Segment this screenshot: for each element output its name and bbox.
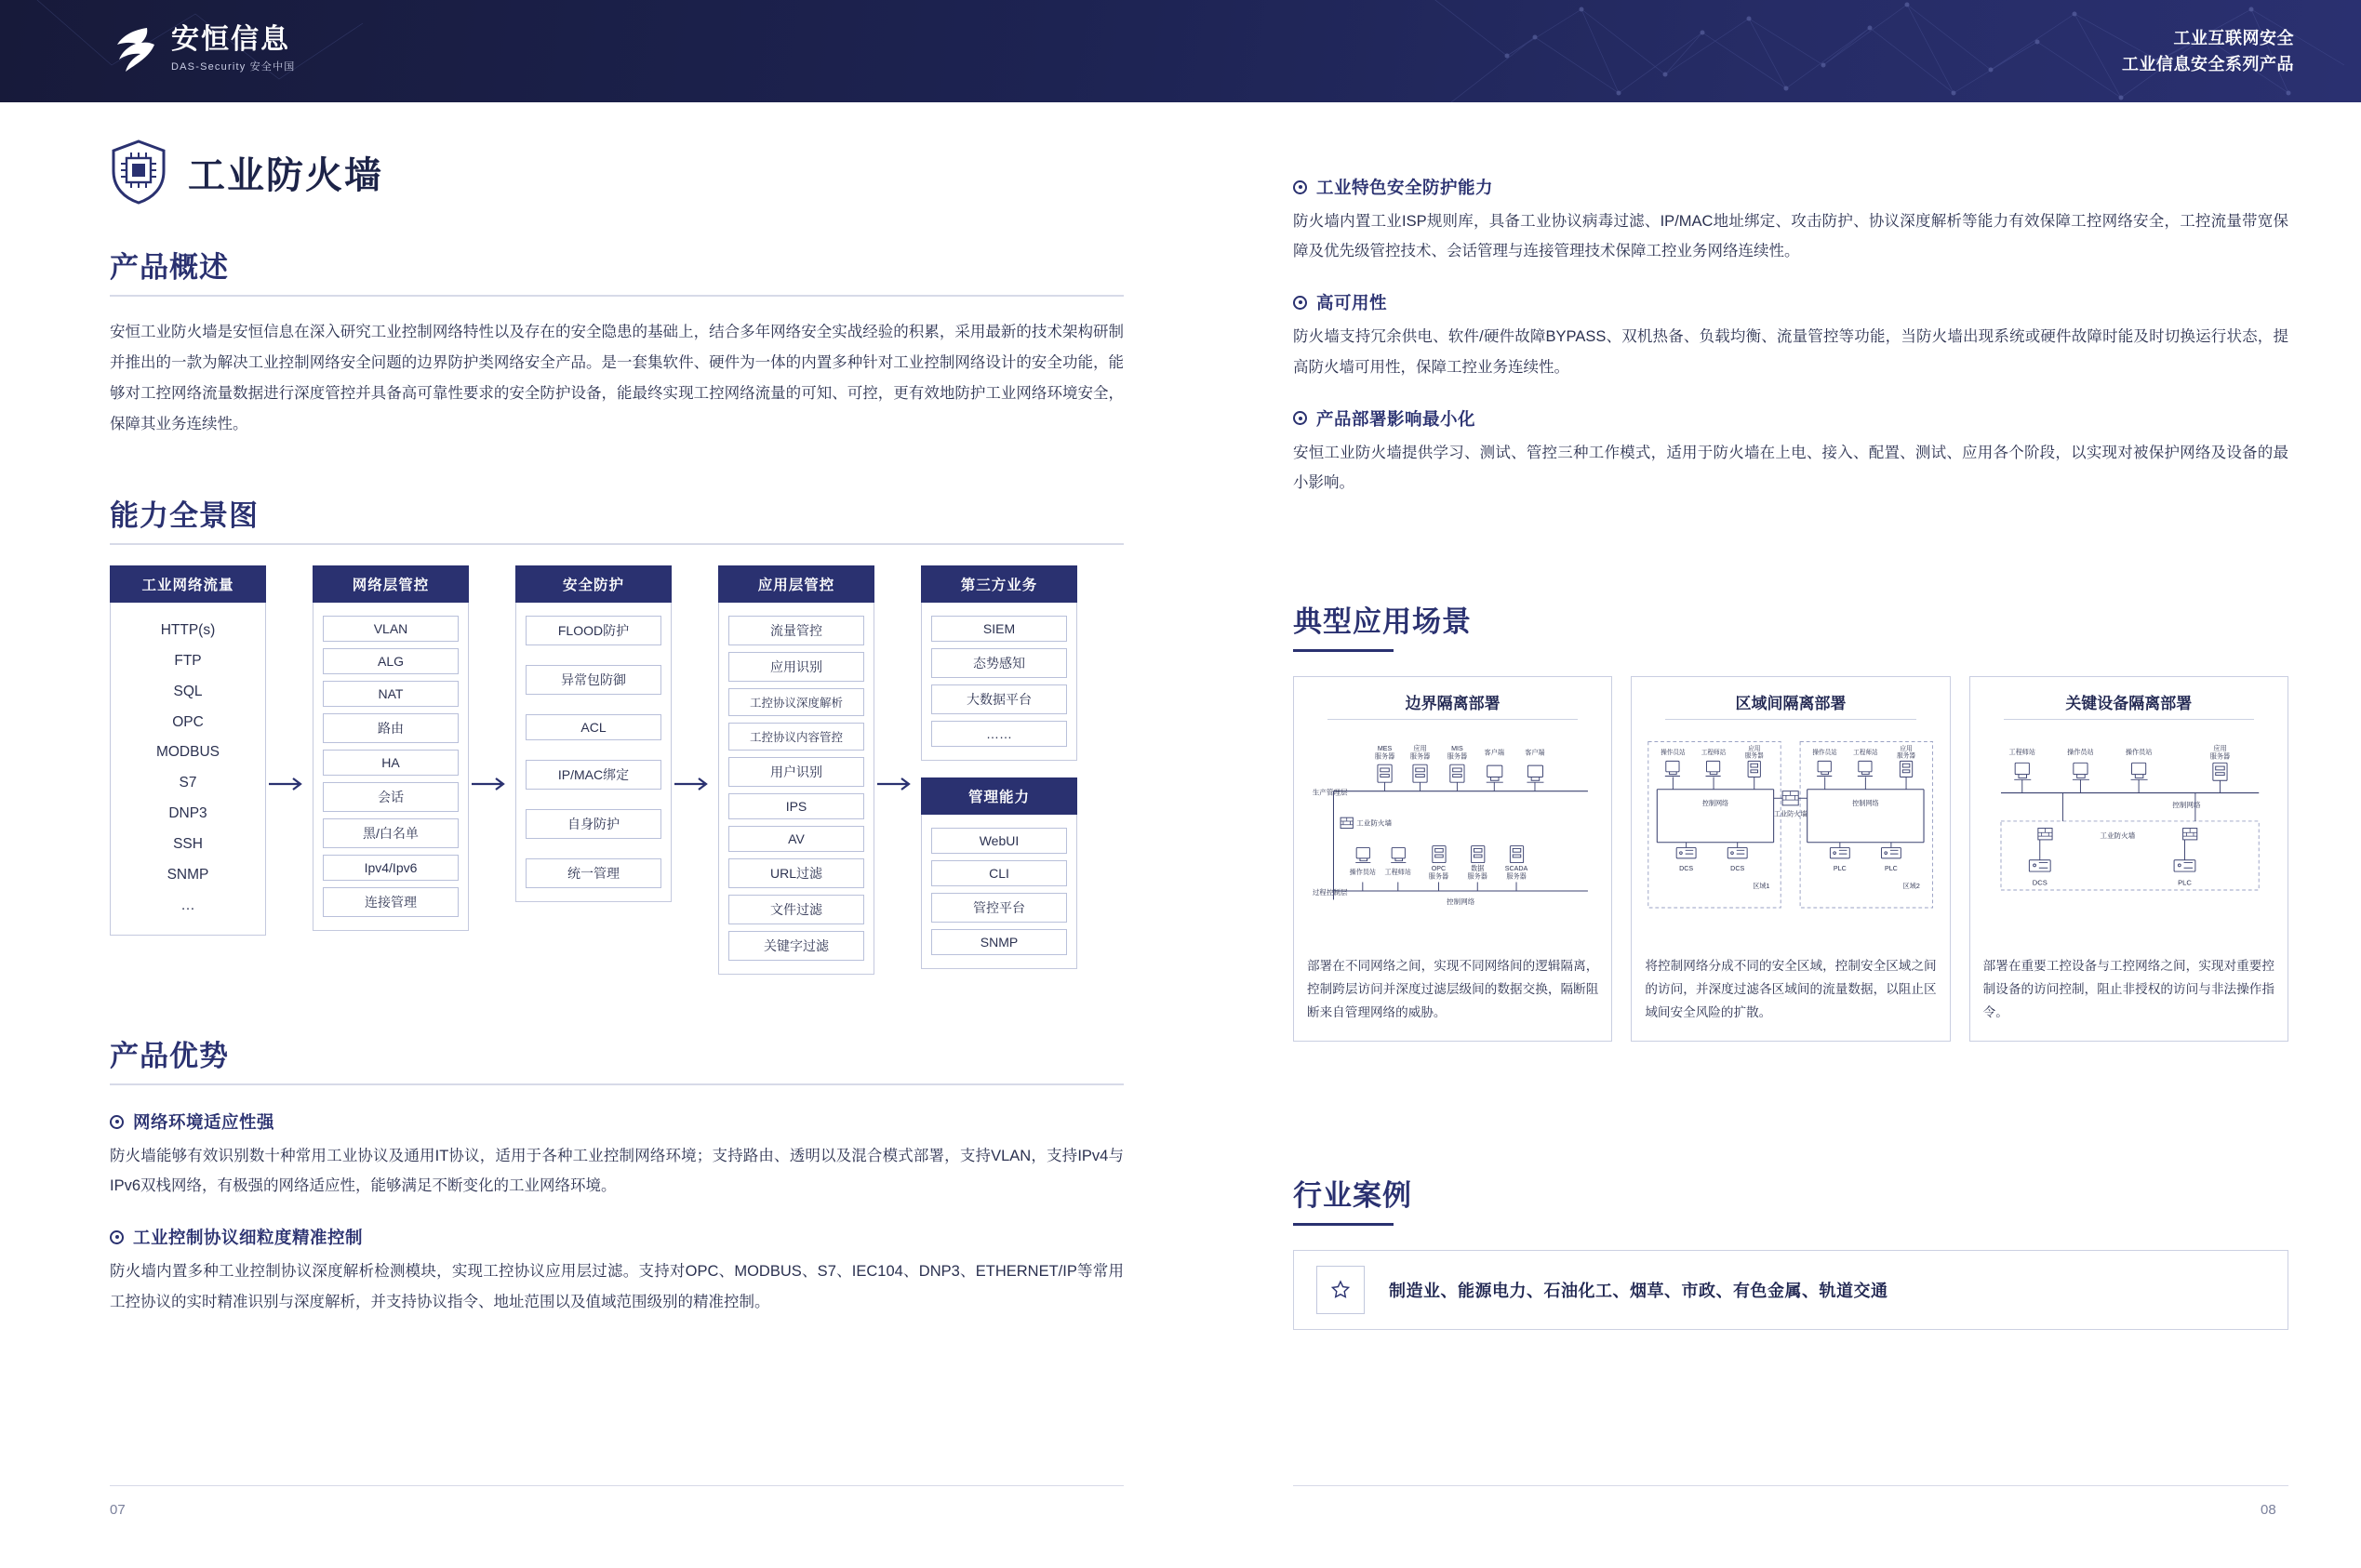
svg-text:服务器: 服务器 <box>1428 872 1449 881</box>
advantage-1-title-row <box>110 1110 1124 1134</box>
right-page-number: 08 <box>2261 1502 2276 1518</box>
svg-text:服务器: 服务器 <box>1745 752 1765 760</box>
page-title: 工业防火墙 <box>188 154 383 196</box>
svg-text:服务器: 服务器 <box>1897 752 1916 760</box>
scenario-3-dev-left: DCS <box>2032 878 2048 887</box>
cap-item: DNP3 <box>168 805 207 822</box>
cap-item: FTP <box>174 652 202 669</box>
svg-text:数据: 数据 <box>1471 865 1485 873</box>
cap-item: … <box>180 897 195 913</box>
industry-case-text: 制造业、能源电力、石油化工、烟草、市政、有色金属、轨道交通 <box>1389 1282 1888 1301</box>
feature-3-title-row <box>1293 406 2288 431</box>
svg-text:DCS: DCS <box>1730 865 1745 873</box>
cap-column-thirdparty-head: 第三方业务 <box>921 565 1077 603</box>
scenario-3-desc: 部署在重要工控设备与工控网络之间，实现对重要控制设备的访问控制，阻止非授权的访问与非法操作指令。 <box>1982 959 2274 1020</box>
logo-text-cn: 安恒信息 <box>171 24 290 56</box>
cap-item: 异常包防御 <box>526 665 661 695</box>
advantage-1-text: 防火墙能够有效识别数十种常用工业协议及通用IT协议，适用于各种工业控制网络环境；支持路由、透明以及混合模式部署，支持VLAN，支持IPv4与IPv6双栈网络，有极强的网络适应性，能够满足不断变化的工业网络环境。 <box>110 1148 1124 1195</box>
cap-item: HTTP(s) <box>160 622 216 638</box>
network-pattern-icon <box>0 0 2361 102</box>
scenario-1-underline <box>1327 719 1578 720</box>
bullet-dot-icon <box>1293 296 1307 310</box>
bullet-dot-icon <box>1293 411 1307 425</box>
svg-text:控制网络: 控制网络 <box>1852 799 1879 807</box>
advantage-2-title-row <box>110 1225 1124 1249</box>
scenario-rule <box>1293 649 1394 652</box>
cap-item: SQL <box>173 683 203 699</box>
scenario-2-figure <box>1645 731 1936 945</box>
cap-column-application-head: 应用层管控 <box>718 565 874 603</box>
capability-diagram <box>110 565 1124 975</box>
scenario-1-net-label: 控制网络 <box>1447 897 1475 907</box>
svg-text:工程师站: 工程师站 <box>1701 749 1727 756</box>
svg-text:MIS: MIS <box>1451 745 1463 753</box>
flow-arrow-1 <box>266 775 313 793</box>
cap-item: 统一管理 <box>526 858 661 888</box>
cap-item: SNMP <box>167 866 209 883</box>
star-badge-icon <box>1316 1266 1365 1314</box>
svg-text:客户端: 客户端 <box>1525 749 1545 757</box>
svg-text:工程师站: 工程师站 <box>2008 748 2035 756</box>
case-heading: 行业案例 <box>1293 1179 1412 1213</box>
cap-item: 管控平台 <box>931 893 1067 923</box>
cap-item: URL过滤 <box>728 858 864 888</box>
case-rule <box>1293 1223 1394 1226</box>
right-footer-rule <box>1293 1485 2288 1486</box>
scenario-2-zone-right: 区域2 <box>1902 883 1921 891</box>
svg-text:服务器: 服务器 <box>1409 752 1431 761</box>
scenario-1-title: 边界隔离部署 <box>1405 695 1501 713</box>
cap-item: SNMP <box>931 929 1067 955</box>
cap-column-network <box>313 565 469 931</box>
scenario-2-desc: 将控制网络分成不同的安全区域，控制安全区域之间的访问，并深度过滤各区域间的流量数据，以阻止区域间安全风险的扩散。 <box>1645 959 1937 1020</box>
scenario-2-zone-left: 区域1 <box>1753 883 1770 891</box>
scenario-heading: 典型应用场景 <box>1293 605 1472 639</box>
scenario-card-boundary <box>1293 676 1612 1042</box>
brand-logo <box>110 24 295 74</box>
svg-text:工程师站: 工程师站 <box>1853 749 1878 756</box>
svg-text:控制网络: 控制网络 <box>1702 799 1729 807</box>
cap-item: 应用识别 <box>728 652 864 682</box>
feature-2-title-row <box>1293 290 2288 314</box>
scenario-card-critical <box>1969 676 2288 1042</box>
scenario-1-figure <box>1307 731 1598 945</box>
svg-text:应用: 应用 <box>2212 745 2227 753</box>
svg-text:PLC: PLC <box>1885 865 1899 873</box>
header-product-line <box>2122 26 2294 78</box>
overview-rule <box>110 295 1124 297</box>
scenario-3-dev-right: PLC <box>2177 878 2192 887</box>
advantage-rule <box>110 1083 1124 1085</box>
cap-item: 黑/白名单 <box>323 818 459 848</box>
scenario-3-underline <box>2004 719 2254 720</box>
svg-text:操作员站: 操作员站 <box>1661 749 1686 756</box>
cap-item: 连接管理 <box>323 887 459 917</box>
svg-text:操作员站: 操作员站 <box>1812 749 1838 756</box>
logo-mark-icon <box>110 24 158 74</box>
left-page-number: 07 <box>110 1502 126 1518</box>
cap-item: 文件过滤 <box>728 895 864 924</box>
cap-column-security-head: 安全防护 <box>515 565 672 603</box>
svg-text:客户端: 客户端 <box>1484 749 1504 757</box>
header-line-1: 工业互联网安全 <box>2173 29 2294 47</box>
svg-text:DCS: DCS <box>1679 865 1694 873</box>
cap-item: WebUI <box>931 828 1067 854</box>
cap-column-traffic-head: 工业网络流量 <box>110 565 266 603</box>
svg-text:服务器: 服务器 <box>1447 752 1468 761</box>
flow-arrow-4 <box>874 775 921 793</box>
cap-item: Ipv4/Ipv6 <box>323 855 459 881</box>
industry-case-box <box>1293 1250 2288 1330</box>
cap-item: AV <box>728 826 864 852</box>
svg-text:服务器: 服务器 <box>1374 752 1395 761</box>
capability-rule <box>110 543 1124 545</box>
cap-item: 流量管控 <box>728 616 864 645</box>
cap-column-traffic <box>110 565 266 936</box>
cap-item: OPC <box>172 713 204 730</box>
svg-text:生产管理层: 生产管理层 <box>1312 788 1348 797</box>
feature-2-title: 高可用性 <box>1316 293 1388 313</box>
advantage-2-text: 防火墙内置多种工业控制协议深度解析检测模块，实现工控协议应用层过滤。支持对OPC、MODBUS、S7、IEC104、DNP3、ETHERNET/IP等常用工控协议的实时精准识别与深度解析，并支持协议指令、地址范围以及值域范围级别的精准控制。 <box>110 1263 1124 1310</box>
svg-text:控制网络: 控制网络 <box>2171 800 2201 809</box>
flow-arrow-3 <box>672 775 718 793</box>
right-page-column <box>1293 140 2288 1330</box>
svg-text:服务器: 服务器 <box>2209 752 2230 761</box>
feature-1-text: 防火墙内置工业ISP规则库，具备工业协议病毒过滤、IP/MAC地址绑定、攻击防护、协议深度解析等能力有效保障工控网络安全，工控流量带宽保障及优先级管控技术、会话管理与连接管理技术保障工控业务网络连续性。 <box>1293 213 2288 260</box>
advantage-2-title: 工业控制协议细粒度精准控制 <box>133 1228 364 1248</box>
cap-item: 关键字过滤 <box>728 931 864 961</box>
cap-column-application <box>718 565 874 975</box>
svg-text:应用: 应用 <box>1748 746 1761 753</box>
scenario-1-fw-label: 工业防火墙 <box>1356 818 1393 828</box>
cap-item: IP/MAC绑定 <box>526 760 661 790</box>
cap-item: VLAN <box>323 616 459 642</box>
svg-text:操作员站: 操作员站 <box>2125 748 2152 756</box>
cap-item: 大数据平台 <box>931 684 1067 714</box>
bullet-dot-icon <box>110 1230 124 1244</box>
overview-text: 安恒工业防火墙是安恒信息在深入研究工业控制网络特性以及存在的安全隐患的基础上，结合多年网络安全实战经验的积累，采用最新的技术架构研制并推出的一款为解决工业控制网络安全问题的边界防护类网络安全产品。是一套集软件、硬件为一体的内置多种针对工业控制网络设计的安全功能，能够对工控网络流量数据进行深度管控并具备高可靠性要求的安全防护设备，能最终实现工控网络流量的可知、可控，更有效地防护工业网络环境安全，保障其业务连续性。 <box>110 324 1124 432</box>
feature-1-title-row <box>1293 175 2288 199</box>
advantage-heading: 产品优势 <box>110 1040 229 1072</box>
cap-item: 态势感知 <box>931 648 1067 678</box>
scenario-3-figure <box>1983 731 2274 945</box>
svg-text:应用: 应用 <box>1900 746 1913 753</box>
scenario-3-fw-label: 工业防火墙 <box>2100 831 2135 841</box>
scenario-2-fw-label: 工业防火墙 <box>1774 810 1807 818</box>
svg-text:操作员站: 操作员站 <box>1349 868 1377 876</box>
cap-item: 自身防护 <box>526 809 661 839</box>
feature-1-title: 工业特色安全防护能力 <box>1316 178 1494 197</box>
svg-text:PLC: PLC <box>1834 865 1847 873</box>
cap-item: S7 <box>179 775 197 791</box>
capability-heading: 能力全景图 <box>110 499 259 532</box>
svg-text:SCADA: SCADA <box>1504 865 1528 873</box>
feature-3-title: 产品部署影响最小化 <box>1316 408 1476 429</box>
cap-item: FLOOD防护 <box>526 616 661 645</box>
overview-heading: 产品概述 <box>110 251 229 284</box>
cap-item: SSH <box>173 836 203 853</box>
header-line-2: 工业信息安全系列产品 <box>2122 54 2294 73</box>
cap-item: SIEM <box>931 616 1067 642</box>
cap-item: …… <box>931 721 1067 747</box>
svg-text:操作员站: 操作员站 <box>2066 748 2094 756</box>
cap-traffic-list <box>120 616 256 922</box>
svg-text:过程控制层: 过程控制层 <box>1312 887 1348 897</box>
cap-item: CLI <box>931 860 1067 886</box>
cap-item: 工控协议内容管控 <box>728 723 864 751</box>
bullet-dot-icon <box>1293 180 1307 194</box>
shield-chip-icon <box>110 140 167 205</box>
cap-item: MODBUS <box>155 744 220 761</box>
cap-item: 会话 <box>323 782 459 812</box>
product-title-block <box>110 140 1124 205</box>
cap-column-thirdparty <box>921 565 1077 969</box>
scenario-2-underline <box>1665 719 1915 720</box>
bullet-dot-icon <box>110 1115 124 1129</box>
cap-item: ACL <box>526 714 661 740</box>
cap-column-management-head: 管理能力 <box>921 777 1077 815</box>
svg-text:应用: 应用 <box>1413 745 1427 753</box>
cap-item: 路由 <box>323 713 459 743</box>
svg-text:OPC: OPC <box>1431 865 1447 873</box>
feature-3-text: 安恒工业防火墙提供学习、测试、管控三种工作模式，适用于防火墙在上电、接入、配置、测试、应用各个阶段，以实现对被保护网络及设备的最小影响。 <box>1293 444 2288 491</box>
scenario-card-row <box>1293 676 2288 1042</box>
cap-item: NAT <box>323 681 459 707</box>
flow-arrow-2 <box>469 775 515 793</box>
cap-item: ALG <box>323 648 459 674</box>
scenario-2-title: 区域间隔离部署 <box>1735 695 1847 713</box>
svg-text:MES: MES <box>1377 745 1393 753</box>
left-footer-rule <box>110 1485 1124 1486</box>
cap-column-security <box>515 565 672 902</box>
svg-text:工程师站: 工程师站 <box>1384 868 1412 876</box>
cap-column-network-head: 网络层管控 <box>313 565 469 603</box>
scenario-1-desc: 部署在不同网络之间，实现不同网络间的逻辑隔离，控制跨层访问并深度过滤层级间的数据交换，隔断阻断来自管理网络的威胁。 <box>1307 959 1599 1020</box>
left-page-column <box>110 140 1124 1317</box>
cap-item: 工控协议深度解析 <box>728 688 864 716</box>
svg-text:服务器: 服务器 <box>1506 872 1527 881</box>
cap-item: 用户识别 <box>728 757 864 787</box>
scenario-card-zone <box>1631 676 1950 1042</box>
cap-item: HA <box>323 750 459 776</box>
cap-item: IPS <box>728 793 864 819</box>
page-header <box>0 0 2361 102</box>
feature-2-text: 防火墙支持冗余供电、软件/硬件故障BYPASS、双机热备、负载均衡、流量管控等功能，当防火墙出现系统或硬件故障时能及时切换运行状态，提高防火墙可用性，保障工控业务连续性。 <box>1293 328 2288 376</box>
advantage-1-title: 网络环境适应性强 <box>133 1112 275 1132</box>
svg-text:服务器: 服务器 <box>1467 872 1487 881</box>
scenario-3-title: 关键设备隔离部署 <box>2065 695 2193 713</box>
logo-text-en: DAS-Security 安全中国 <box>171 60 296 73</box>
